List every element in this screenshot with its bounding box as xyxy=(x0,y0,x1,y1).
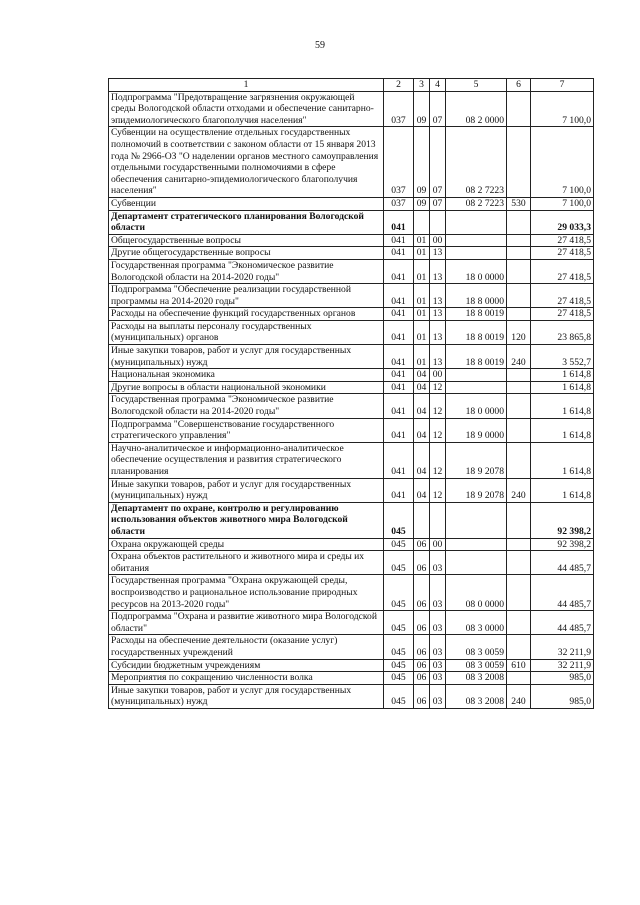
row-subsection: 13 xyxy=(430,247,446,260)
row-subsection: 13 xyxy=(430,259,446,283)
table-row xyxy=(109,381,594,394)
row-code: 041 xyxy=(384,247,414,260)
table-row xyxy=(109,308,594,321)
row-expense-type: 530 xyxy=(507,197,531,210)
row-section: 06 xyxy=(414,551,430,575)
row-target-article: 08 3 2008 xyxy=(446,672,507,685)
table-row xyxy=(109,478,594,502)
row-section: 04 xyxy=(414,418,430,442)
row-section: 06 xyxy=(414,672,430,685)
row-target-article: 18 9 2078 xyxy=(446,442,507,478)
row-subsection: 03 xyxy=(430,551,446,575)
row-subsection: 07 xyxy=(430,197,446,210)
row-expense-type xyxy=(507,502,531,538)
row-code: 041 xyxy=(384,210,414,234)
row-target-article: 18 8 0019 xyxy=(446,308,507,321)
row-expense-type: 240 xyxy=(507,345,531,369)
row-amount: 27 418,5 xyxy=(531,284,594,308)
row-subsection: 03 xyxy=(430,575,446,611)
table-row xyxy=(109,127,594,198)
row-expense-type xyxy=(507,284,531,308)
row-section: 09 xyxy=(414,197,430,210)
row-name: Другие вопросы в области национальной экономики xyxy=(109,381,384,394)
row-amount: 985,0 xyxy=(531,684,594,708)
row-name: Иные закупки товаров, работ и услуг для государственных (муниципальных) нужд xyxy=(109,478,384,502)
row-expense-type xyxy=(507,308,531,321)
row-subsection: 07 xyxy=(430,91,446,127)
row-name: Субвенции xyxy=(109,197,384,210)
row-name: Общегосударственные вопросы xyxy=(109,234,384,247)
header-cell: 3 xyxy=(414,79,430,92)
row-amount: 92 398,2 xyxy=(531,502,594,538)
row-code: 041 xyxy=(384,381,414,394)
row-expense-type xyxy=(507,247,531,260)
row-name: Расходы на обеспечение функций государственных органов xyxy=(109,308,384,321)
row-subsection: 12 xyxy=(430,418,446,442)
row-amount: 7 100,0 xyxy=(531,91,594,127)
row-code: 045 xyxy=(384,635,414,659)
row-section: 04 xyxy=(414,369,430,382)
row-target-article xyxy=(446,551,507,575)
table-header-row xyxy=(109,79,594,92)
row-expense-type xyxy=(507,672,531,685)
row-amount: 27 418,5 xyxy=(531,234,594,247)
row-subsection xyxy=(430,210,446,234)
row-target-article xyxy=(446,234,507,247)
row-name: Государственная программа "Экономическое развитие Вологодской области на 2014-2020 годы" xyxy=(109,394,384,418)
row-code: 041 xyxy=(384,478,414,502)
row-name: Подпрограмма "Охрана и развитие животного мира Вологодской области" xyxy=(109,611,384,635)
row-amount: 7 100,0 xyxy=(531,197,594,210)
row-subsection: 12 xyxy=(430,478,446,502)
row-expense-type: 240 xyxy=(507,478,531,502)
row-name: Субсидии бюджетным учреждениям xyxy=(109,659,384,672)
row-section xyxy=(414,502,430,538)
row-name: Иные закупки товаров, работ и услуг для государственных (муниципальных) нужд xyxy=(109,684,384,708)
budget-table xyxy=(108,78,594,709)
row-name: Расходы на обеспечение деятельности (оказание услуг) государственных учреждений xyxy=(109,635,384,659)
row-section: 09 xyxy=(414,127,430,198)
row-name: Подпрограмма "Совершенствование государственного стратегического управления" xyxy=(109,418,384,442)
table-row xyxy=(109,234,594,247)
table-row xyxy=(109,442,594,478)
row-section: 06 xyxy=(414,684,430,708)
row-code: 045 xyxy=(384,611,414,635)
row-expense-type xyxy=(507,611,531,635)
row-amount: 44 485,7 xyxy=(531,611,594,635)
header-cell: 4 xyxy=(430,79,446,92)
row-target-article: 08 3 0059 xyxy=(446,635,507,659)
row-amount: 3 552,7 xyxy=(531,345,594,369)
row-subsection: 13 xyxy=(430,284,446,308)
row-amount: 23 865,8 xyxy=(531,320,594,344)
row-target-article: 18 0 0000 xyxy=(446,259,507,283)
row-target-article: 08 3 0059 xyxy=(446,659,507,672)
row-target-article: 18 8 0019 xyxy=(446,345,507,369)
row-name: Мероприятия по сокращению численности волка xyxy=(109,672,384,685)
row-section: 04 xyxy=(414,442,430,478)
row-section: 01 xyxy=(414,247,430,260)
row-amount: 27 418,5 xyxy=(531,247,594,260)
row-code: 041 xyxy=(384,418,414,442)
table-row xyxy=(109,611,594,635)
row-subsection: 00 xyxy=(430,369,446,382)
header-cell: 5 xyxy=(446,79,507,92)
row-code: 041 xyxy=(384,234,414,247)
row-amount: 1 614,8 xyxy=(531,381,594,394)
row-section xyxy=(414,210,430,234)
row-name: Субвенции на осуществление отдельных государственных полномочий в соответствии с законом области от 15 января 2013 года № 2966-ОЗ "О наделении органов местного самоуправления отдельными государственными полномочиями в сфере обеспечения санитарно-эпидемиологического благополучия населения" xyxy=(109,127,384,198)
row-subsection: 07 xyxy=(430,127,446,198)
row-amount: 27 418,5 xyxy=(531,259,594,283)
row-section: 01 xyxy=(414,284,430,308)
row-target-article xyxy=(446,210,507,234)
row-name: Другие общегосударственные вопросы xyxy=(109,247,384,260)
table-row xyxy=(109,345,594,369)
row-target-article: 18 8 0019 xyxy=(446,320,507,344)
row-code: 041 xyxy=(384,442,414,478)
row-target-article: 18 9 0000 xyxy=(446,418,507,442)
row-expense-type xyxy=(507,259,531,283)
header-cell: 1 xyxy=(109,79,384,92)
row-expense-type xyxy=(507,127,531,198)
row-expense-type xyxy=(507,394,531,418)
table-row xyxy=(109,197,594,210)
row-name: Расходы на выплаты персоналу государственных (муниципальных) органов xyxy=(109,320,384,344)
row-subsection: 12 xyxy=(430,381,446,394)
row-subsection: 00 xyxy=(430,234,446,247)
row-section: 06 xyxy=(414,538,430,551)
row-section: 01 xyxy=(414,320,430,344)
row-section: 04 xyxy=(414,394,430,418)
row-section: 06 xyxy=(414,575,430,611)
row-code: 045 xyxy=(384,659,414,672)
row-subsection: 00 xyxy=(430,538,446,551)
row-expense-type xyxy=(507,635,531,659)
row-expense-type: 610 xyxy=(507,659,531,672)
table-row xyxy=(109,210,594,234)
table-row xyxy=(109,394,594,418)
row-name: Национальная экономика xyxy=(109,369,384,382)
row-amount: 44 485,7 xyxy=(531,551,594,575)
table-row xyxy=(109,575,594,611)
row-subsection: 12 xyxy=(430,394,446,418)
table-row xyxy=(109,502,594,538)
row-expense-type xyxy=(507,210,531,234)
row-subsection xyxy=(430,502,446,538)
row-target-article xyxy=(446,502,507,538)
row-code: 037 xyxy=(384,127,414,198)
row-subsection: 03 xyxy=(430,659,446,672)
row-code: 041 xyxy=(384,345,414,369)
row-code: 045 xyxy=(384,538,414,551)
row-target-article: 08 0 0000 xyxy=(446,575,507,611)
table-row xyxy=(109,684,594,708)
table-row xyxy=(109,320,594,344)
row-expense-type xyxy=(507,91,531,127)
row-expense-type xyxy=(507,575,531,611)
row-section: 01 xyxy=(414,259,430,283)
table-row xyxy=(109,247,594,260)
row-code: 045 xyxy=(384,502,414,538)
table-row xyxy=(109,659,594,672)
row-amount: 92 398,2 xyxy=(531,538,594,551)
row-amount: 32 211,9 xyxy=(531,659,594,672)
row-code: 045 xyxy=(384,672,414,685)
row-code: 045 xyxy=(384,575,414,611)
row-code: 037 xyxy=(384,91,414,127)
table-row xyxy=(109,91,594,127)
row-section: 06 xyxy=(414,635,430,659)
row-amount: 1 614,8 xyxy=(531,442,594,478)
row-subsection: 03 xyxy=(430,635,446,659)
row-expense-type: 120 xyxy=(507,320,531,344)
row-subsection: 12 xyxy=(430,442,446,478)
row-name: Охрана объектов растительного и животного мира и среды их обитания xyxy=(109,551,384,575)
row-target-article xyxy=(446,538,507,551)
row-expense-type xyxy=(507,418,531,442)
row-amount: 7 100,0 xyxy=(531,127,594,198)
row-subsection: 03 xyxy=(430,672,446,685)
row-target-article xyxy=(446,369,507,382)
table-row xyxy=(109,672,594,685)
header-cell: 2 xyxy=(384,79,414,92)
table-row xyxy=(109,284,594,308)
row-expense-type xyxy=(507,551,531,575)
table-row xyxy=(109,259,594,283)
row-target-article xyxy=(446,247,507,260)
row-target-article: 08 2 7223 xyxy=(446,197,507,210)
row-section: 06 xyxy=(414,659,430,672)
row-target-article: 08 3 0000 xyxy=(446,611,507,635)
row-code: 041 xyxy=(384,320,414,344)
row-name: Государственная программа "Охрана окружающей среды, воспроизводство и рациональное использование природных ресурсов на 2013-2020 годы" xyxy=(109,575,384,611)
row-subsection: 03 xyxy=(430,684,446,708)
row-name: Департамент стратегического планирования Вологодской области xyxy=(109,210,384,234)
row-amount: 27 418,5 xyxy=(531,308,594,321)
row-code: 045 xyxy=(384,551,414,575)
header-cell: 6 xyxy=(507,79,531,92)
row-amount: 985,0 xyxy=(531,672,594,685)
row-target-article: 08 2 7223 xyxy=(446,127,507,198)
row-expense-type xyxy=(507,369,531,382)
row-section: 09 xyxy=(414,91,430,127)
header-cell: 7 xyxy=(531,79,594,92)
row-name: Департамент по охране, контролю и регулированию использования объектов животного мира Вологодской области xyxy=(109,502,384,538)
row-code: 037 xyxy=(384,197,414,210)
row-section: 01 xyxy=(414,345,430,369)
row-code: 041 xyxy=(384,259,414,283)
row-expense-type xyxy=(507,442,531,478)
row-amount: 1 614,8 xyxy=(531,394,594,418)
table-row xyxy=(109,369,594,382)
row-name: Подпрограмма "Обеспечение реализации государственной программы на 2014-2020 годы" xyxy=(109,284,384,308)
row-name: Иные закупки товаров, работ и услуг для государственных (муниципальных) нужд xyxy=(109,345,384,369)
row-section: 01 xyxy=(414,234,430,247)
row-expense-type xyxy=(507,381,531,394)
row-code: 041 xyxy=(384,369,414,382)
table-row xyxy=(109,635,594,659)
row-target-article: 18 0 0000 xyxy=(446,394,507,418)
row-amount: 1 614,8 xyxy=(531,418,594,442)
row-subsection: 13 xyxy=(430,345,446,369)
row-amount: 1 614,8 xyxy=(531,478,594,502)
row-expense-type xyxy=(507,538,531,551)
row-section: 01 xyxy=(414,308,430,321)
row-code: 041 xyxy=(384,308,414,321)
row-target-article xyxy=(446,381,507,394)
row-target-article: 18 9 2078 xyxy=(446,478,507,502)
page-number: 59 xyxy=(315,40,325,51)
row-target-article: 08 3 2008 xyxy=(446,684,507,708)
row-code: 041 xyxy=(384,394,414,418)
row-name: Подпрограмма "Предотвращение загрязнения окружающей среды Вологодской области отходами и обеспечение санитарно-эпидемиологического благополучия населения" xyxy=(109,91,384,127)
row-section: 04 xyxy=(414,478,430,502)
row-target-article: 08 2 0000 xyxy=(446,91,507,127)
row-subsection: 03 xyxy=(430,611,446,635)
row-subsection: 13 xyxy=(430,308,446,321)
row-code: 041 xyxy=(384,284,414,308)
row-name: Государственная программа "Экономическое развитие Вологодской области на 2014-2020 годы" xyxy=(109,259,384,283)
row-name: Охрана окружающей среды xyxy=(109,538,384,551)
row-section: 06 xyxy=(414,611,430,635)
row-expense-type xyxy=(507,234,531,247)
row-section: 04 xyxy=(414,381,430,394)
row-name: Научно-аналитическое и информационно-аналитическое обеспечение осуществления и развития стратегического планирования xyxy=(109,442,384,478)
row-code: 045 xyxy=(384,684,414,708)
row-amount: 1 614,8 xyxy=(531,369,594,382)
row-target-article: 18 8 0000 xyxy=(446,284,507,308)
row-amount: 44 485,7 xyxy=(531,575,594,611)
row-subsection: 13 xyxy=(430,320,446,344)
row-expense-type: 240 xyxy=(507,684,531,708)
table-row xyxy=(109,551,594,575)
row-amount: 32 211,9 xyxy=(531,635,594,659)
row-amount: 29 033,3 xyxy=(531,210,594,234)
table-row xyxy=(109,538,594,551)
table-row xyxy=(109,418,594,442)
